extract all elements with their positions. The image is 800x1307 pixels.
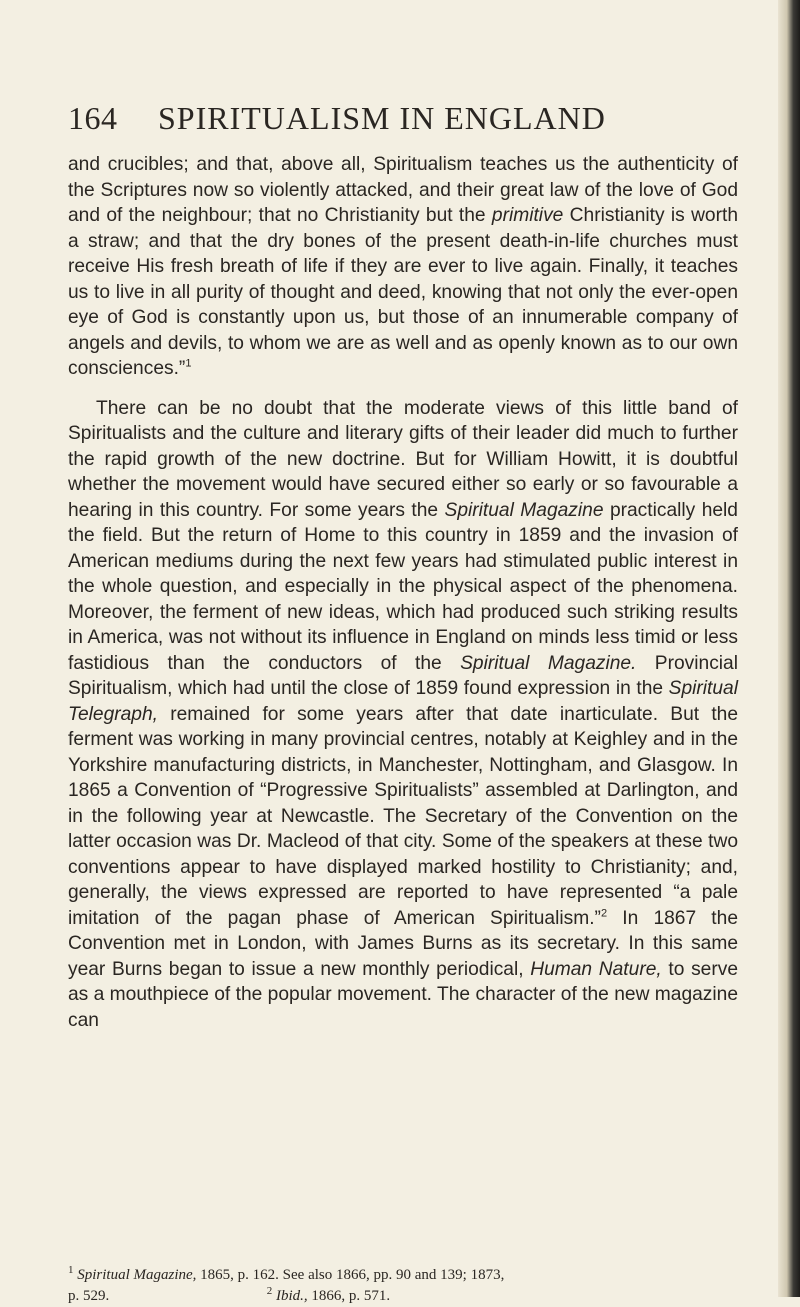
footnote-ref-2: 2 — [600, 907, 608, 920]
paragraph-2-text-d: remained for some years after that date inarticulate. But the ferment was working in many provincial centres, notably at Keighley and in the Yorkshire manufacturing districts, in Manchester, Nottingham, and Glasgow. In 1865 a Convention of “Progressive Spiritualists” assembled at Darlington, and in the following year at Newcastle. The Secretary of the Convention on the latter occasion was Dr. Macleod of that city. Some of the speakers at these two conventions appear to have displayed marked hostility to Christianity; and, generally, the views expressed are reported to have represented “a pale imitation of the pagan phase of American Spiritualism.” — [68, 703, 738, 929]
paragraph-2-emphasis-1: Spiritual Magazine — [444, 499, 604, 521]
footnote-2-title: Ibid., — [276, 1288, 308, 1304]
page-number: 164 — [68, 100, 118, 136]
footnote-mark-2: 2 — [266, 1285, 273, 1297]
paragraph-2-emphasis-4: Human Nature, — [530, 958, 662, 980]
paragraph-2-text-a: There can be no doubt that the moderate views of this little band of Spiritualists and the culture and literary gifts of their leader did much to further the rapid growth of the new doctrine. But for William Howitt, it is doubtful whether the movement would have secured either so early or so favourable a hearing in this country. For some years the — [68, 397, 738, 521]
footnote-mark-1: 1 — [68, 1264, 74, 1276]
paragraph-2-text-f: to serve as a mouthpiece of the popular movement. The character of the new magazine can — [68, 958, 739, 1031]
paragraph-1-emphasis: primitive — [491, 205, 564, 226]
page-edge-shadow — [778, 0, 800, 1297]
paragraph-1-text-a: and crucibles; and that, above all, Spiritualism teaches us the authenticity of the Scriptures now so violently attacked, and their great law of the love of God and of the neighbour; that no Christianity but the — [68, 154, 738, 226]
paragraph-2 — [68, 396, 738, 1034]
paragraph-1 — [68, 152, 738, 382]
footnotes — [68, 1265, 738, 1307]
paragraph-2-text-c: Provincial Spiritualism, which had until the close of 1859 found expression in the — [68, 652, 738, 699]
footnote-1-text: 1865, p. 162. See also 1866, pp. 90 and 139; 1873, — [196, 1267, 505, 1283]
footnote-line-1 — [68, 1265, 738, 1286]
footnote-2-text: 1866, p. 571. — [307, 1288, 391, 1304]
paragraph-2-text-e: In 1867 the Convention met in London, with James Burns as its secretary. In this same year Burns began to issue a new monthly periodical, — [68, 907, 738, 980]
paragraph-2-text-b: practically held the field. But the return of Home to this country in 1859 and the invasion of American mediums during the next few years had stimulated public interest in the whole question, and especially in the physical aspect of the phenomena. Moreover, the ferment of new ideas, which had produced such striking results in America, was not without its influence in England on minds less timid or less fastidious than the conductors of the — [68, 499, 738, 674]
paragraph-2-emphasis-3: Spiritual Telegraph, — [68, 678, 738, 725]
paragraph-1-text-b: Christianity is worth a straw; and that the dry bones of the present death-in-life churches must receive His fresh breath of life if they are ever to live again. Finally, it teaches us to live in all purity of thought and deed, knowing that not only the ever-open eye of God is constantly upon us, but those of an innumerable company of angels and devils, to whom we are as well and as openly known as to our own consciences.” — [68, 205, 738, 379]
body-text — [68, 152, 738, 1033]
footnote-ref-1: 1 — [185, 357, 192, 370]
paragraph-2-emphasis-2: Spiritual Magazine. — [460, 652, 637, 674]
page-header — [68, 100, 738, 140]
footnote-1-continuation: p. 529. — [68, 1288, 110, 1304]
running-title: SPIRITUALISM IN ENGLAND — [158, 100, 606, 136]
footnote-1-title: Spiritual Magazine, — [77, 1267, 197, 1283]
